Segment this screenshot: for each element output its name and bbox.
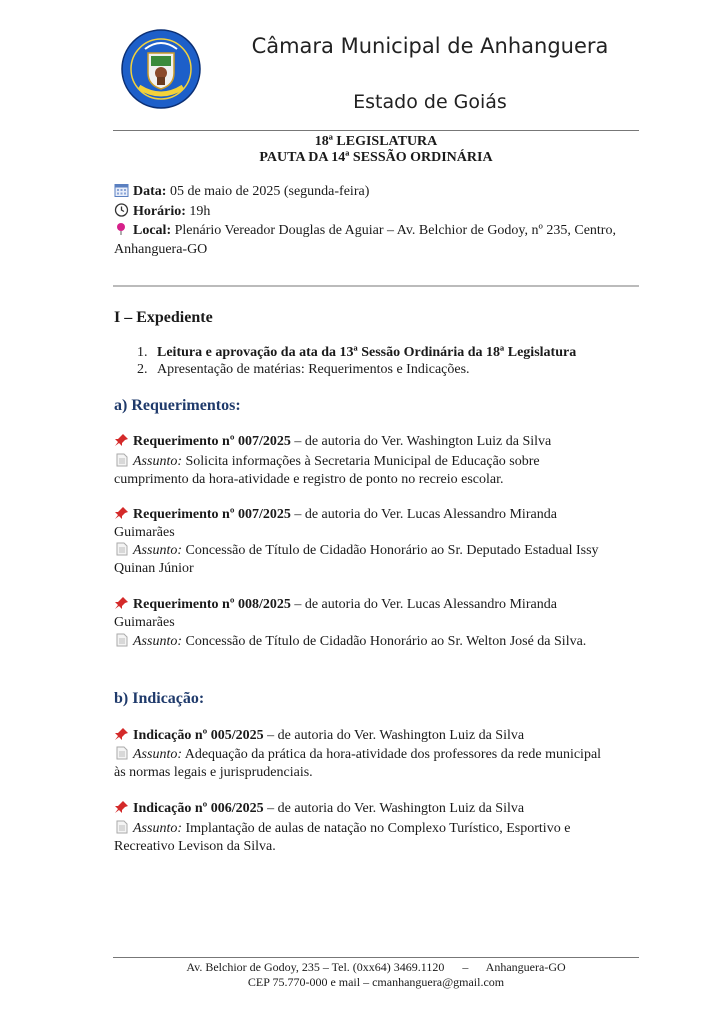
- list-item: [137, 344, 576, 362]
- place-line-cont: Anhanguera-GO: [114, 242, 208, 257]
- requerimento-id: Requerimento nº 008/2025: [133, 597, 291, 612]
- agenda-heading: PAUTA DA 14ª SESSÃO ORDINÁRIA: [259, 150, 493, 165]
- date-label: Data:: [133, 184, 167, 199]
- list-item-text: Leitura e aprovação da ata da 13ª Sessão Ordinária da 18ª Legislatura: [157, 345, 577, 360]
- legislature-heading: 18ª LEGISLATURA: [314, 134, 438, 149]
- time-line: [114, 203, 644, 221]
- institution-title: Câmara Municipal de Anhanguera: [251, 34, 609, 58]
- indicacao-author: – de autoria do Ver. Washington Luiz da Silva: [263, 728, 525, 743]
- indicacao-heading: b) Indicação:: [114, 690, 205, 707]
- clock-icon: [114, 203, 129, 217]
- indicacao-subject-line: [114, 746, 644, 764]
- calendar-icon: [114, 183, 129, 197]
- indicacao-title-line: [114, 800, 644, 818]
- subject-text: Implantação de aulas de natação no Complexo Turístico, Esportivo e: [182, 821, 571, 836]
- date-line: [114, 183, 644, 201]
- section-divider: [113, 285, 639, 287]
- indicacao-id: Indicação nº 006/2025: [133, 801, 264, 816]
- requerimento-author-cont: Guimarães: [114, 615, 175, 630]
- footer-divider: [113, 957, 639, 958]
- indicacao-subject-line: [114, 820, 644, 838]
- requerimento-author-cont: Guimarães: [114, 525, 175, 540]
- requerimento-title-line: [114, 596, 644, 614]
- requerimento-author: – de autoria do Ver. Washington Luiz da Silva: [290, 434, 552, 449]
- subject-label: Assunto:: [133, 634, 182, 649]
- document-icon: [114, 542, 129, 556]
- footer-address: Av. Belchior de Godoy, 235 – Tel. (0xx64) 3469.1120 – Anhanguera-GO: [186, 960, 566, 974]
- subject-label: Assunto:: [133, 454, 182, 469]
- list-item-number: 2.: [137, 362, 148, 377]
- requerimento-subject-line: [114, 633, 644, 651]
- place-label: Local:: [133, 223, 172, 238]
- document-icon: [114, 633, 129, 647]
- requerimento-id: Requerimento nº 007/2025: [133, 507, 291, 522]
- state-subtitle: Estado de Goiás: [353, 91, 507, 113]
- requerimento-subject-line: [114, 453, 644, 471]
- indicacao-author: – de autoria do Ver. Washington Luiz da Silva: [263, 801, 525, 816]
- list-item-number: 1.: [137, 345, 148, 360]
- pin-icon: [114, 222, 129, 236]
- subject-text: Concessão de Título de Cidadão Honorário ao Sr. Deputado Estadual Issy: [182, 543, 599, 558]
- indicacao-id: Indicação nº 005/2025: [133, 728, 264, 743]
- requerimento-title-line: [114, 506, 644, 524]
- requerimento-subject-cont: cumprimento da hora-atividade e registro de ponto no recreio escolar.: [114, 472, 504, 487]
- list-item: [137, 361, 470, 379]
- list-item-text: Apresentação de matérias: Requerimentos e Indicações.: [157, 362, 470, 377]
- date-value: 05 de maio de 2025 (segunda-feira): [166, 184, 370, 199]
- requerimento-id: Requerimento nº 007/2025: [133, 434, 291, 449]
- pushpin-icon: [114, 506, 129, 520]
- municipal-seal-logo: [121, 29, 201, 109]
- subject-label: Assunto:: [133, 821, 182, 836]
- requerimentos-heading: a) Requerimentos:: [114, 397, 241, 414]
- expediente-heading: I – Expediente: [114, 309, 213, 326]
- header-divider: [113, 130, 639, 131]
- indicacao-subject-cont: às normas legais e jurisprudenciais.: [114, 765, 313, 780]
- subject-text: Solicita informações à Secretaria Municipal de Educação sobre: [182, 454, 540, 469]
- pushpin-icon: [114, 727, 129, 741]
- place-value: Plenário Vereador Douglas de Aguiar – Av. Belchior de Godoy, nº 235, Centro,: [171, 223, 616, 238]
- subject-label: Assunto:: [133, 747, 182, 762]
- document-icon: [114, 453, 129, 467]
- requerimento-subject-cont: Quinan Júnior: [114, 561, 194, 576]
- subject-text: Concessão de Título de Cidadão Honorário ao Sr. Welton José da Silva.: [182, 634, 587, 649]
- footer-contact: CEP 75.770-000 e mail – cmanhanguera@gmail.com: [247, 975, 505, 989]
- pushpin-icon: [114, 433, 129, 447]
- subject-text: Adequação da prática da hora-atividade dos professores da rede municipal: [182, 747, 602, 762]
- subject-label: Assunto:: [133, 543, 182, 558]
- place-line: [114, 222, 644, 240]
- document-icon: [114, 746, 129, 760]
- requerimento-author: – de autoria do Ver. Lucas Alessandro Miranda: [290, 507, 557, 522]
- indicacao-title-line: [114, 727, 644, 745]
- document-icon: [114, 820, 129, 834]
- time-label: Horário:: [133, 204, 186, 219]
- indicacao-subject-cont: Recreativo Levison da Silva.: [114, 839, 276, 854]
- requerimento-author: – de autoria do Ver. Lucas Alessandro Miranda: [290, 597, 557, 612]
- pushpin-icon: [114, 596, 129, 610]
- requerimento-title-line: [114, 433, 644, 451]
- time-value: 19h: [185, 204, 211, 219]
- pushpin-icon: [114, 800, 129, 814]
- requerimento-subject-line: [114, 542, 644, 560]
